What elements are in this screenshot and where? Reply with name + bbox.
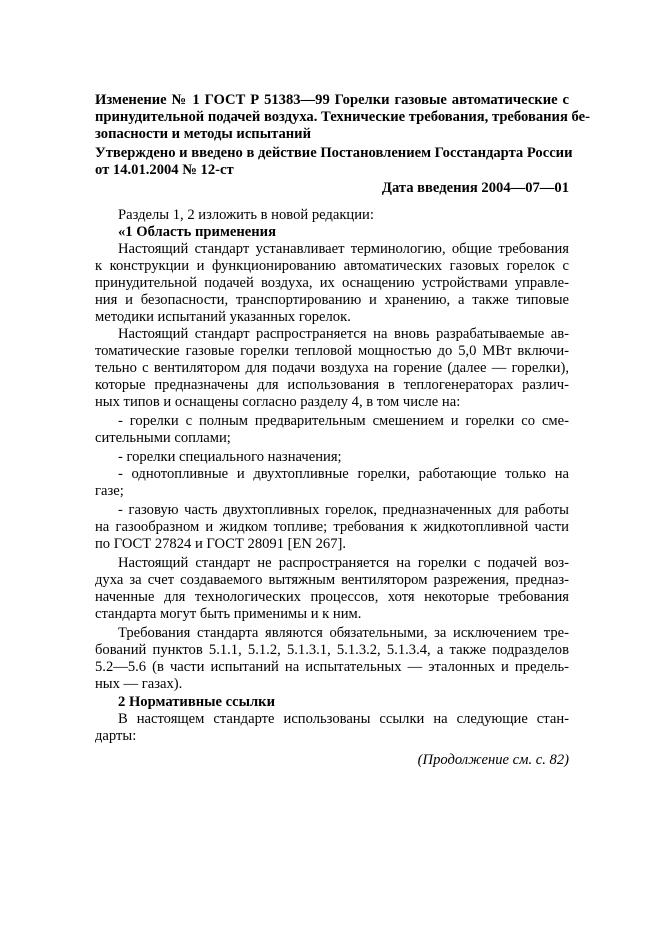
continuation-note: (Продолжение см. с. 82) [417,752,569,768]
list-item-line: - горелки специального назначения; [118,449,342,465]
p3-line: стандарта могут быть применимы и к ним. [95,606,362,622]
p3-line: духа за счет создаваемого вытяжным вентилятором разрежения, предназ- [95,572,569,588]
p2-line: томатические газовые горелки тепловой мощностью до 5,0 МВт включи- [95,343,569,359]
p4-line: бований пунктов 5.1.1, 5.1.2, 5.1.3.1, 5.1.3.2, 5.1.3.4, а также подразделов [95,642,569,658]
p2-line: ных типов и оснащены согласно разделу 4, в том числе на: [95,394,461,410]
p1-line: методики испытаний указанных горелок. [95,309,351,325]
list-item-line: - горелки с полным предварительным смешением и горелки со сме- [118,413,569,429]
p1-line: ния и безопасности, транспортированию и хранению, а также типовые [95,292,569,308]
p1-line: к конструкции и функционированию автоматических газовых горелок с [95,258,569,274]
section-1-heading: «1 Область применения [118,224,276,240]
title-line-1: Изменение № 1 ГОСТ Р 51383—99 Горелки газовые автоматические с [95,92,569,108]
p1-line: принудительной подачей воздуха, их оснащению устройствами управле- [95,275,569,291]
p2-line: тельно с вентилятором для подачи воздуха на горение (далее — горелки), [95,360,569,376]
list-item-line: сительными соплами; [95,430,231,446]
list-item-line: по ГОСТ 27824 и ГОСТ 28091 [EN 267]. [95,536,347,552]
intro-text: Разделы 1, 2 изложить в новой редакции: [118,207,374,223]
p3-line: Настоящий стандарт не распространяется на горелки с подачей воз- [118,555,569,571]
p2-line: которые предназначены для использования в теплогенераторах различ- [95,377,569,393]
list-item-line: газе; [95,483,124,499]
p5-line: дарты: [95,728,137,744]
p4-line: ных — газах). [95,676,183,692]
approval-line-2: от 14.01.2004 № 12-ст [95,162,234,178]
p3-line: наченные для технологических процессов, хотя некоторые требования [95,589,569,605]
p1-line: Настоящий стандарт устанавливает терминологию, общие требования [118,241,569,257]
list-item-line: на газообразном и жидком топливе; требования к жидкотопливной части [95,519,569,535]
title-line-2: принудительной подачей воздуха. Технические требования, требования бе- [95,109,590,125]
title-line-3: зопасности и методы испытаний [95,126,311,142]
section-2-heading: 2 Нормативные ссылки [118,694,275,710]
list-item-line: - газовую часть двухтопливных горелок, предназначенных для работы [118,502,569,518]
effective-date: Дата введения 2004—07—01 [381,180,569,196]
approval-line-1: Утверждено и введено в действие Постановлением Госстандарта России [95,145,573,161]
p2-line: Настоящий стандарт распространяется на вновь разрабатываемые ав- [118,326,569,342]
list-item-line: - однотопливные и двухтопливные горелки, работающие только на [118,466,569,482]
p4-line: 5.2—5.6 (в части испытаний на испытательных — эталонных и предель- [95,659,569,675]
p5-line: В настоящем стандарте использованы ссылки на следующие стан- [118,711,569,727]
p4-line: Требования стандарта являются обязательными, за исключением тре- [118,625,569,641]
